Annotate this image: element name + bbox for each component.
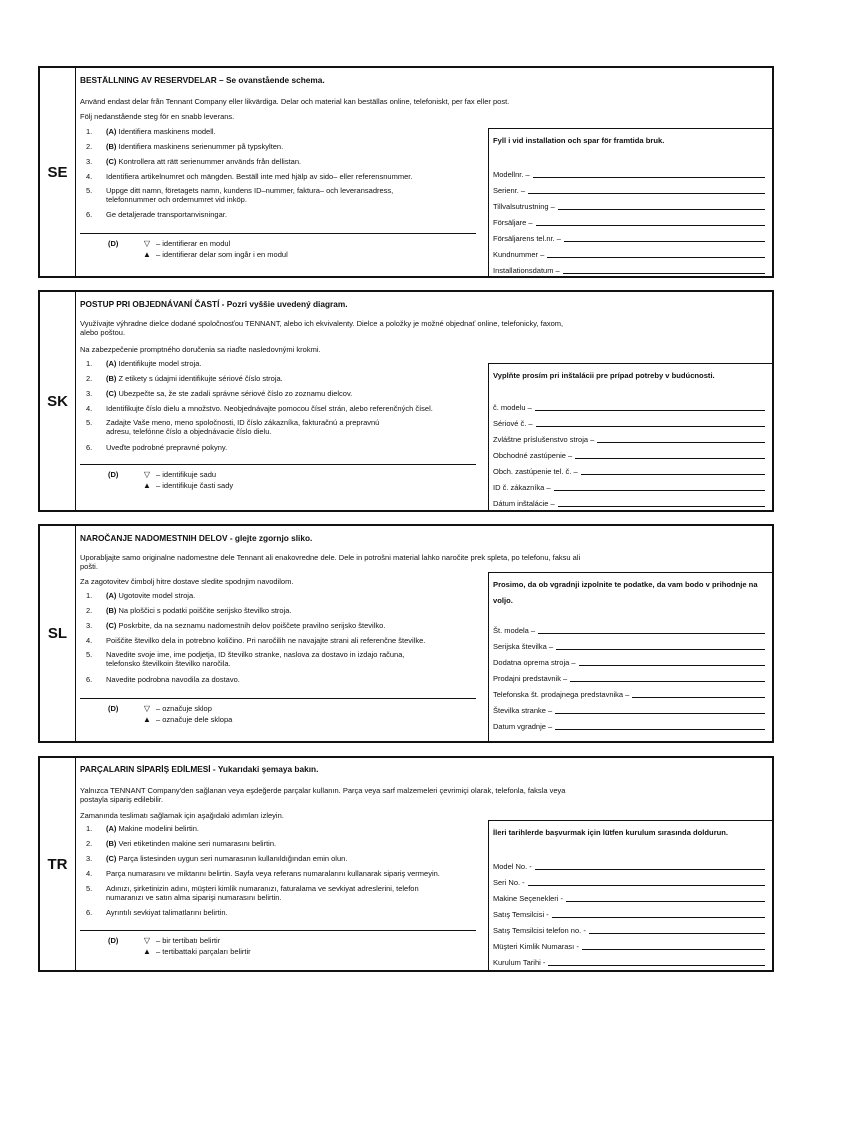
field-label: Modellnr. – (493, 170, 530, 179)
field-line (554, 490, 765, 491)
legend-code: (D) (108, 239, 119, 248)
field-label: Installationsdatum – (493, 266, 560, 275)
field-sales-rep[interactable] (493, 217, 765, 227)
section-title: NAROČANJE NADOMESTNIH DELOV - glejte zgornjo sliko. (80, 533, 313, 543)
legend (108, 470, 233, 491)
step-text: Navedite podrobna navodila za dostavo. (106, 675, 240, 684)
section-title: POSTUP PRI OBJEDNÁVANÍ ČASTÍ - Pozri vyššie uvedený diagram. (80, 299, 348, 309)
field-label: Dátum inštalácie – (493, 499, 555, 508)
legend-text: – označuje sklop (156, 704, 212, 713)
field-line (579, 665, 765, 666)
step-number: 6. (86, 210, 93, 219)
step-text: Ge detaljerade transportanvisningar. (106, 210, 227, 219)
step-number: 3. (86, 854, 93, 863)
field-customer-number[interactable] (493, 482, 765, 492)
installation-info-box (488, 572, 772, 743)
field-line (582, 949, 765, 950)
step-item (86, 592, 506, 601)
field-label: Makine Seçenekleri - (493, 894, 564, 903)
step-item (86, 173, 506, 182)
field-line (552, 917, 765, 918)
step-text: Ubezpečte sa, že ste zadali správne sériové číslo zo zoznamu dielcov. (118, 389, 353, 398)
field-line (564, 241, 765, 242)
step-item (86, 375, 506, 384)
field-line (535, 410, 765, 411)
step-number: 5. (86, 186, 93, 195)
field-label: Försäljarens tel.nr. – (493, 234, 561, 243)
field-label: Št. modela – (493, 626, 536, 635)
field-label: Dodatna oprema stroja – (493, 658, 576, 667)
field-model-number[interactable] (493, 861, 765, 871)
box-title: Vyplňte prosím pri inštalácii pre prípad potreby v budúcnosti. (493, 371, 715, 380)
step-code: (A) (106, 824, 117, 833)
field-customer-number[interactable] (493, 941, 765, 951)
legend-text: – bir tertibatı belirtir (156, 936, 221, 945)
field-label: Zvláštne príslušenstvo stroja – (493, 435, 595, 444)
step-text: Navedite svoje ime, ime podjetja, ID številko stranke, naslova za dostavo in izdajo računa, telefonsko številkoin številko naročila. (106, 650, 405, 668)
field-installation-date[interactable] (493, 498, 765, 508)
step-text: Identifikujte číslo dielu a množstvo. Neobjednávajte pomocou čísel strán, alebo referenčných čísel. (106, 404, 433, 413)
step-number: 2. (86, 142, 93, 151)
section-sk (38, 290, 774, 512)
filled-triangle-icon: ▲ (143, 480, 151, 490)
section-tr (38, 756, 774, 972)
field-line (570, 681, 765, 682)
step-number: 1. (86, 824, 93, 833)
step-text: Uppge ditt namn, företagets namn, kundens ID–nummer, faktura– och leveransadress, telefonnummer och ordernumret vid inköp. (106, 186, 394, 204)
field-line (536, 225, 765, 226)
field-line (581, 474, 765, 475)
field-line (528, 193, 765, 194)
step-number: 6. (86, 908, 93, 917)
open-triangle-icon: ▽ (143, 470, 151, 479)
follow-text: Za zagotovitev čimbolj hitre dostave sledite spodnjim navodilom. (80, 577, 294, 586)
field-model-number[interactable] (493, 402, 765, 412)
legend-code: (D) (108, 470, 119, 479)
field-label: Obchodné zastúpenie – (493, 451, 573, 460)
field-label: Tillvalsutrustning – (493, 202, 555, 211)
step-item (86, 211, 506, 220)
field-line (589, 933, 765, 934)
language-code: SL (40, 526, 76, 741)
field-model-number[interactable] (493, 169, 765, 179)
step-number: 4. (86, 404, 93, 413)
section-title: PARÇALARIN SİPARİŞ EDİLMESİ - Yukarıdaki şemaya bakın. (80, 764, 319, 774)
step-text: Uveďte podrobné prepravné pokyny. (106, 443, 228, 452)
step-number: 5. (86, 884, 93, 893)
field-label: Satış Temsilcisi - (493, 910, 549, 919)
step-item (86, 405, 506, 414)
field-sales-rep-phone[interactable] (493, 466, 765, 476)
legend-text: – označuje dele sklopa (156, 714, 233, 724)
field-label: ID č. zákazníka – (493, 483, 551, 492)
field-label: Kundnummer – (493, 250, 545, 259)
step-item (86, 419, 386, 436)
field-label: Datum vgradnje – (493, 722, 553, 731)
field-sales-rep-phone[interactable] (493, 925, 765, 935)
field-line (566, 901, 765, 902)
step-item (86, 870, 506, 879)
field-installation-date[interactable] (493, 265, 765, 275)
field-label: Sériové č. – (493, 419, 533, 428)
field-line (536, 426, 765, 427)
legend (108, 704, 232, 725)
field-label: Obch. zastúpenie tel. č. – (493, 467, 578, 476)
step-item (86, 885, 426, 902)
legend-code: (D) (108, 704, 119, 713)
installation-info-box (488, 363, 772, 512)
legend-text: – tertibattaki parçaları belirtir (156, 946, 251, 956)
field-serial-number[interactable] (493, 418, 765, 428)
field-line (535, 869, 765, 870)
divider (80, 464, 476, 465)
step-text: Kontrollera att rätt serienummer används från dellistan. (118, 157, 302, 166)
field-sales-rep[interactable] (493, 673, 765, 683)
field-options[interactable] (493, 893, 765, 903)
step-number: 1. (86, 127, 93, 136)
legend (108, 239, 288, 260)
follow-text: Zamanında teslimatı sağlamak için aşağıdaki adımları izleyin. (80, 811, 284, 820)
field-line (555, 713, 765, 714)
step-text: Parça listesinden uygun seri numarasının kullanıldığından emin olun. (118, 854, 348, 863)
legend-text: – identifikuje časti sady (156, 480, 234, 490)
field-line (575, 458, 765, 459)
step-item (86, 158, 506, 167)
field-model-number[interactable] (493, 625, 765, 635)
field-sales-rep-phone[interactable] (493, 689, 765, 699)
step-item (86, 390, 506, 399)
step-code: (B) (106, 142, 117, 151)
follow-text: Följ nedanstående steg för en snabb leverans. (80, 112, 235, 121)
step-text: Zadajte Vaše meno, meno spoločnosti, ID číslo zákazníka, fakturačnú a prepravnú adresu, telefónne číslo a objednávacie číslo dielu. (106, 418, 380, 436)
step-code: (A) (106, 359, 117, 368)
divider (80, 698, 476, 699)
step-code: (C) (106, 854, 117, 863)
field-serial-number[interactable] (493, 641, 765, 651)
field-serial-number[interactable] (493, 185, 765, 195)
step-number: 5. (86, 418, 93, 427)
legend-text: – identifierar delar som ingår i en modul (156, 249, 288, 259)
field-line (538, 633, 765, 634)
step-number: 1. (86, 359, 93, 368)
section-se (38, 66, 774, 278)
step-text: Z etikety s údajmi identifikujte sériové číslo stroja. (118, 374, 283, 383)
field-label: Prodajni predstavnik – (493, 674, 568, 683)
step-text: Ugotovite model stroja. (118, 591, 196, 600)
field-line (555, 729, 765, 730)
step-code: (C) (106, 621, 117, 630)
field-line (547, 257, 765, 258)
step-number: 6. (86, 443, 93, 452)
step-number: 2. (86, 606, 93, 615)
field-sales-rep[interactable] (493, 909, 765, 919)
field-label: Kurulum Tarihi - (493, 958, 546, 967)
step-code: (A) (106, 127, 117, 136)
field-label: č. modelu – (493, 403, 532, 412)
step-number: 4. (86, 636, 93, 645)
installation-info-box (488, 128, 772, 278)
field-customer-number[interactable] (493, 705, 765, 715)
field-line (548, 965, 765, 966)
legend-text: – identifikuje sadu (156, 470, 217, 479)
step-text: Identifiera artikelnumret och mängden. Beställ inte med hjälp av sido– eller referensnummer. (106, 172, 413, 181)
step-text: Veri etiketinden makine seri numarasını belirtin. (118, 839, 277, 848)
step-number: 4. (86, 869, 93, 878)
legend-code: (D) (108, 936, 119, 945)
installation-info-box (488, 820, 772, 972)
step-number: 3. (86, 389, 93, 398)
step-code: (B) (106, 839, 117, 848)
filled-triangle-icon: ▲ (143, 946, 151, 956)
filled-triangle-icon: ▲ (143, 714, 151, 724)
field-line (533, 177, 765, 178)
intro-text: Yalnızca TENNANT Company'den sağlanan veya eşdeğerde parçalar kullanın. Parça veya sarf malzemeleri çevrimiçi olarak, telefonla, faksla veya postayla sipariş edilebilir. (80, 786, 566, 804)
field-sales-rep-phone[interactable] (493, 233, 765, 243)
intro-text: Uporabljajte samo originalne nadomestne dele Tennant ali enakovredne dele. Dele in potrošni material lahko naročite prek spleta, po telefonu, faksu ali pošti. (80, 553, 581, 571)
step-text: Na ploščici s podatki poiščite serijsko številko stroja. (118, 606, 292, 615)
step-item (86, 637, 506, 646)
step-item (86, 651, 406, 668)
step-text: Poskrbite, da na seznamu nadomestnih delov poiščete pravilno serijsko številko. (118, 621, 386, 630)
step-text: Parça numarasını ve miktarını belirtin. Sayfa veya referans numaralarını kullanarak sipariş vermeyin. (106, 869, 440, 878)
step-code: (A) (106, 591, 117, 600)
step-code: (B) (106, 374, 117, 383)
legend-text: – identifierar en modul (156, 239, 231, 248)
field-sales-rep[interactable] (493, 450, 765, 460)
step-item (86, 855, 506, 864)
field-label: Številka stranke – (493, 706, 553, 715)
field-line (558, 209, 765, 210)
step-item (86, 444, 506, 453)
step-code: (B) (106, 606, 117, 615)
step-item (86, 607, 506, 616)
step-item (86, 622, 506, 631)
intro-text: Využívajte výhradne dielce dodané spoločnosťou TENNANT, alebo ich ekvivalenty. Dielce a položky je možné objednať online, telefonicky, faxom, alebo poštou. (80, 319, 564, 337)
step-text: Identifiera maskinens serienummer på typskylten. (118, 142, 284, 151)
filled-triangle-icon: ▲ (143, 249, 151, 259)
step-item (86, 360, 506, 369)
field-options[interactable] (493, 657, 765, 667)
step-item (86, 128, 506, 137)
field-customer-number[interactable] (493, 249, 765, 259)
step-item (86, 909, 506, 918)
step-number: 1. (86, 591, 93, 600)
field-label: Satış Temsilcisi telefon no. - (493, 926, 586, 935)
field-options[interactable] (493, 201, 765, 211)
field-line (563, 273, 765, 274)
follow-text: Na zabezpečenie promptného doručenia sa riaďte nasledovnými krokmi. (80, 345, 321, 354)
step-text: Makine modelini belirtin. (118, 824, 199, 833)
step-item (86, 840, 506, 849)
step-number: 6. (86, 675, 93, 684)
step-number: 5. (86, 650, 93, 659)
box-title: Fyll i vid installation och spar för framtida bruk. (493, 136, 665, 145)
box-title: İleri tarihlerde başvurmak için lütfen kurulum sırasında doldurun. (493, 828, 729, 837)
step-text: Ayrıntılı sevkiyat talimatlarını belirtin. (106, 908, 228, 917)
field-serial-number[interactable] (493, 877, 765, 887)
step-text: Poiščite številko dela in potrebno količino. Pri naročilih ne navajajte strani ali referenčne številke. (106, 636, 426, 645)
field-line (528, 885, 765, 886)
section-sl (38, 524, 774, 743)
field-label: Telefonska št. prodajnega predstavnika – (493, 690, 630, 699)
open-triangle-icon: ▽ (143, 704, 151, 713)
divider (80, 233, 476, 234)
field-options[interactable] (493, 434, 765, 444)
section-title: BESTÄLLNING AV RESERVDELAR – Se ovanstående schema. (80, 75, 325, 85)
intro-text: Använd endast delar från Tennant Company eller likvärdiga. Delar och material kan beställas online, telefoniskt, per fax eller post. (80, 97, 510, 106)
step-item (86, 143, 506, 152)
legend (108, 936, 251, 957)
open-triangle-icon: ▽ (143, 936, 151, 945)
field-label: Serienr. – (493, 186, 526, 195)
step-code: (C) (106, 389, 117, 398)
step-text: Identifiera maskinens modell. (118, 127, 216, 136)
field-label: Serijska številka – (493, 642, 554, 651)
step-item (86, 825, 506, 834)
box-title: Prosimo, da ob vgradnji izpolnite te podatke, da vam bodo v prihodnje na voljo. (493, 580, 758, 605)
step-number: 2. (86, 839, 93, 848)
step-item (86, 676, 506, 685)
step-text: Adınızı, şirketinizin adını, müşteri kimlik numaranızı, faturalama ve sevkiyat adreslerini, telefon numaranızı ve satın alma siparişi numarasını belirtin. (106, 884, 419, 902)
field-label: Seri No. - (493, 878, 525, 887)
field-installation-date[interactable] (493, 957, 765, 967)
step-item (86, 187, 416, 204)
language-code: SK (40, 292, 76, 510)
field-label: Müşteri Kimlik Numarası - (493, 942, 579, 951)
open-triangle-icon: ▽ (143, 239, 151, 248)
step-text: Identifikujte model stroja. (118, 359, 202, 368)
step-number: 3. (86, 157, 93, 166)
step-number: 3. (86, 621, 93, 630)
field-label: Försäljare – (493, 218, 533, 227)
field-label: Model No. - (493, 862, 532, 871)
divider (80, 930, 476, 931)
language-code: TR (40, 758, 76, 970)
field-line (558, 506, 765, 507)
field-line (556, 649, 765, 650)
language-code: SE (40, 68, 76, 276)
field-line (632, 697, 765, 698)
step-number: 2. (86, 374, 93, 383)
field-installation-date[interactable] (493, 721, 765, 731)
step-number: 4. (86, 172, 93, 181)
field-line (597, 442, 765, 443)
step-code: (C) (106, 157, 117, 166)
